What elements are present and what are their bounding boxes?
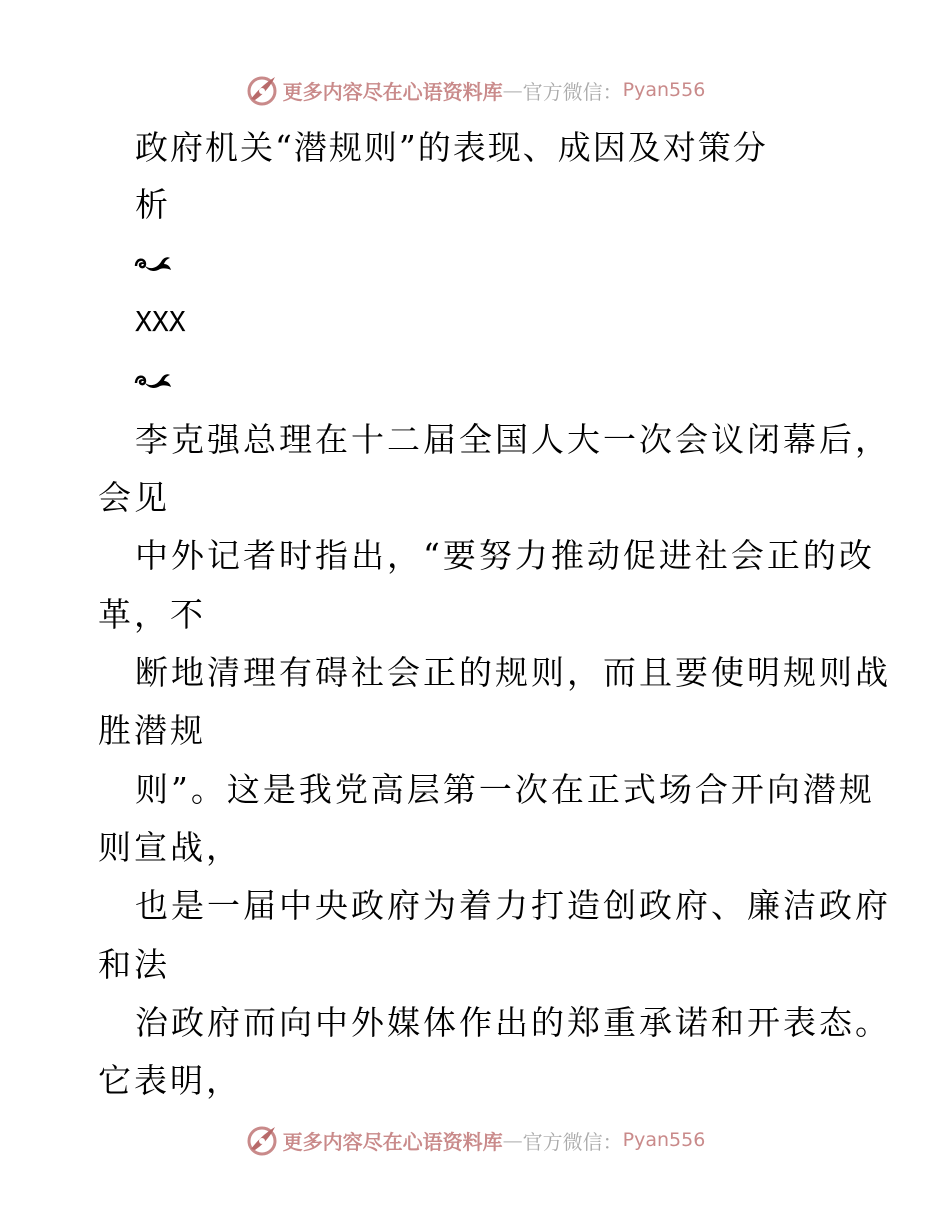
watermark-contact-id: Pyan556 bbox=[622, 79, 706, 101]
paragraph-line: 治政府而向中外媒体作出的郑重承诺和开表态。 bbox=[135, 1003, 891, 1042]
paragraph-line: 也是一届中央政府为着力打造创政府、廉洁政府 bbox=[135, 886, 891, 925]
watermark-dash: — bbox=[502, 1128, 523, 1152]
watermark-contact-label: 官方微信： bbox=[522, 79, 623, 104]
paragraph-line: 和法 bbox=[98, 945, 170, 984]
footer-watermark bbox=[0, 1120, 950, 1160]
paragraph-line: 则”。这是我党高层第一次在正式场合开向潜规 bbox=[135, 770, 875, 809]
quill-logo-icon bbox=[245, 1123, 279, 1157]
paragraph-line: 革，不 bbox=[98, 595, 206, 634]
header-watermark bbox=[0, 70, 950, 110]
watermark-brand: 更多内容尽在心语资料库 bbox=[282, 1129, 503, 1154]
quill-logo-icon bbox=[245, 73, 279, 107]
watermark-contact-id: Pyan556 bbox=[622, 1129, 706, 1151]
fleuron-icon bbox=[133, 252, 173, 276]
watermark-contact-label: 官方微信： bbox=[522, 1129, 623, 1154]
document-title-line-1: 政府机关“潜规则”的表现、成因及对策分 bbox=[135, 128, 768, 167]
paragraph-line: 则宣战， bbox=[98, 828, 242, 867]
paragraph-line: 中外记者时指出，“要努力推动促进社会正的改 bbox=[135, 536, 875, 575]
paragraph-line: 会见 bbox=[98, 478, 170, 517]
paragraph-line: 断地清理有碍社会正的规则，而且要使明规则战 bbox=[135, 653, 891, 692]
watermark-dash: — bbox=[502, 78, 523, 102]
document-author: XXX bbox=[135, 305, 186, 338]
paragraph-line: 它表明， bbox=[98, 1061, 242, 1100]
paragraph-line: 胜潜规 bbox=[98, 711, 206, 750]
fleuron-icon bbox=[133, 369, 173, 393]
watermark-brand: 更多内容尽在心语资料库 bbox=[282, 79, 503, 104]
paragraph-line: 李克强总理在十二届全国人大一次会议闭幕后， bbox=[135, 420, 891, 459]
document-title-line-2: 析 bbox=[135, 185, 170, 224]
